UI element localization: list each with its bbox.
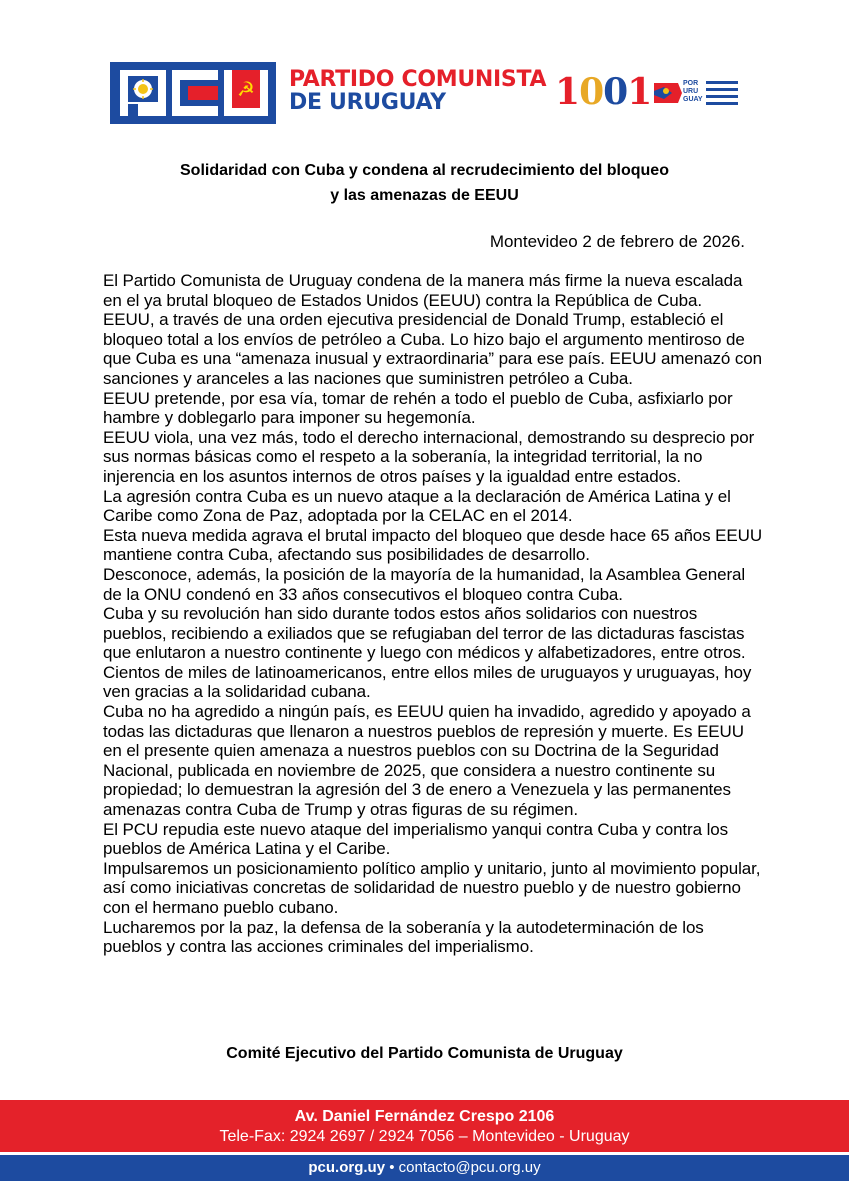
document-title <box>0 158 849 208</box>
title-line1: Solidaridad con Cuba y condena al recrudecimiento del bloqueo <box>180 162 669 179</box>
footer-email-link[interactable]: contacto@pcu.org.uy <box>398 1159 541 1176</box>
centenary-digit: 1 <box>627 71 652 113</box>
paragraph: Desconoce, además, la posición de la mayoría de la humanidad, la Asamblea General de la ONU condenó en 33 años consecutivos el bloqueo contra Cuba. <box>103 564 746 604</box>
footer-telefax: Tele-Fax: 2924 2697 / 2924 7056 – Montevideo - Uruguay <box>219 1128 630 1145</box>
svg-text:☭: ☭ <box>237 77 255 101</box>
document-body <box>103 271 763 957</box>
centenary-digit: 1 <box>555 71 580 113</box>
footer-address-band <box>0 1100 849 1152</box>
uruguay-logo-line: POR <box>683 80 699 87</box>
paragraph: El PCU repudia este nuevo ataque del imperialismo yanqui contra Cuba y contra los pueblos de América Latina y el Caribe. <box>103 819 729 859</box>
paragraph: La agresión contra Cuba es un nuevo ataque a la declaración de América Latina y el Caribe como Zona de Paz, adoptada por la CELAC en el 2014. <box>103 486 731 526</box>
party-name <box>289 68 546 114</box>
paragraph: Lucharemos por la paz, la defensa de la soberanía y la autodeterminación de los pueblos y contra las acciones criminales del imperialismo. <box>103 917 704 957</box>
document-date: Montevideo 2 de febrero de 2026. <box>489 232 745 251</box>
uruguay-logo-text <box>683 80 703 104</box>
paragraph: EEUU, a través de una orden ejecutiva presidencial de Donald Trump, estableció el bloqueo total a los envíos de petróleo a Cuba. Lo hizo bajo el argumento mentiroso de que Cuba es una “amenaza inusual y extraordinaria” para ese país. EEUU amenazó con sanciones y aranceles a las naciones que suministren petróleo a Cuba. <box>103 310 762 388</box>
letterhead <box>0 0 849 140</box>
footer-address: Av. Daniel Fernández Crespo 2106 <box>294 1108 555 1125</box>
footer-margin <box>0 1181 849 1200</box>
party-name-line2: DE URUGUAY <box>289 90 446 115</box>
centenary-logo <box>555 72 651 112</box>
uruguay-logo-line: GUAY <box>683 96 703 103</box>
signature: Comité Ejecutivo del Partido Comunista de Uruguay <box>226 1045 623 1062</box>
paragraph: EEUU viola, una vez más, todo el derecho internacional, demostrando su desprecio por sus normas básicas como el respeto a la soberanía, la integridad territorial, la no injerencia en los asuntos internos de otros países y la igualdad entre estados. <box>103 427 755 486</box>
party-name-line1: PARTIDO COMUNISTA <box>289 67 547 92</box>
pcu-logo <box>110 62 276 124</box>
centenary-digit: 0 <box>603 71 628 113</box>
paragraph: Esta nueva medida agrava el brutal impacto del bloqueo que desde hace 65 años EEUU mantiene contra Cuba, afectando sus posibilidades de desarrollo. <box>103 525 763 565</box>
paragraph: Cuba no ha agredido a ningún país, es EEUU quien ha invadido, agredido y apoyado a todas las dictaduras que llenaron a nuestros pueblos de represión y muerte. Es EEUU en el presente quien amenaza a nuestros pueblos con su Doctrina de la Seguridad Nacional, publicada en noviembre de 2025, que considera a nuestro continente su propiedad; lo demuestran la agresión del 3 de enero a Venezuela y las permanentes amenazas contra Cuba de Trump y otras figuras de su régimen. <box>103 702 751 820</box>
paragraph: El Partido Comunista de Uruguay condena de la manera más firme la nueva escalada en el ya brutal bloqueo de Estados Unidos (EEUU) contra la República de Cuba. <box>103 271 743 310</box>
uruguay-logo-line: URU <box>683 88 699 95</box>
footer-website-link[interactable]: pcu.org.uy <box>308 1159 386 1176</box>
paragraph: Impulsaremos un posicionamiento político amplio y unitario, junto al movimiento popular, así como iniciativas concretas de solidaridad de nuestro pueblo y de nuestro gobierno con el hermano pueblo cubano. <box>103 858 761 917</box>
paragraph: EEUU pretende, por esa vía, tomar de rehén a todo el pueblo de Cuba, asfixiarlo por hambre y doblegarlo para imponer su hegemonía. <box>103 388 733 428</box>
footer-contact-band <box>0 1155 849 1181</box>
centenary-digit: 0 <box>579 71 604 113</box>
title-line2: y las amenazas de EEUU <box>330 187 519 204</box>
footer-separator: • <box>385 1159 399 1176</box>
paragraph: Cuba y su revolución han sido durante todos estos años solidarios con nuestros pueblos, recibiendo a exiliados que se refugiaban del terror de las dictaduras fascistas que enlutaron a nuestro continente y luego con médicos y alfabetizadores, entre otros. Cientos de miles de latinoamericanos, entre ellos miles de uruguayos y uruguayas, hoy ven gracias a la solidaridad cubana. <box>103 604 752 702</box>
